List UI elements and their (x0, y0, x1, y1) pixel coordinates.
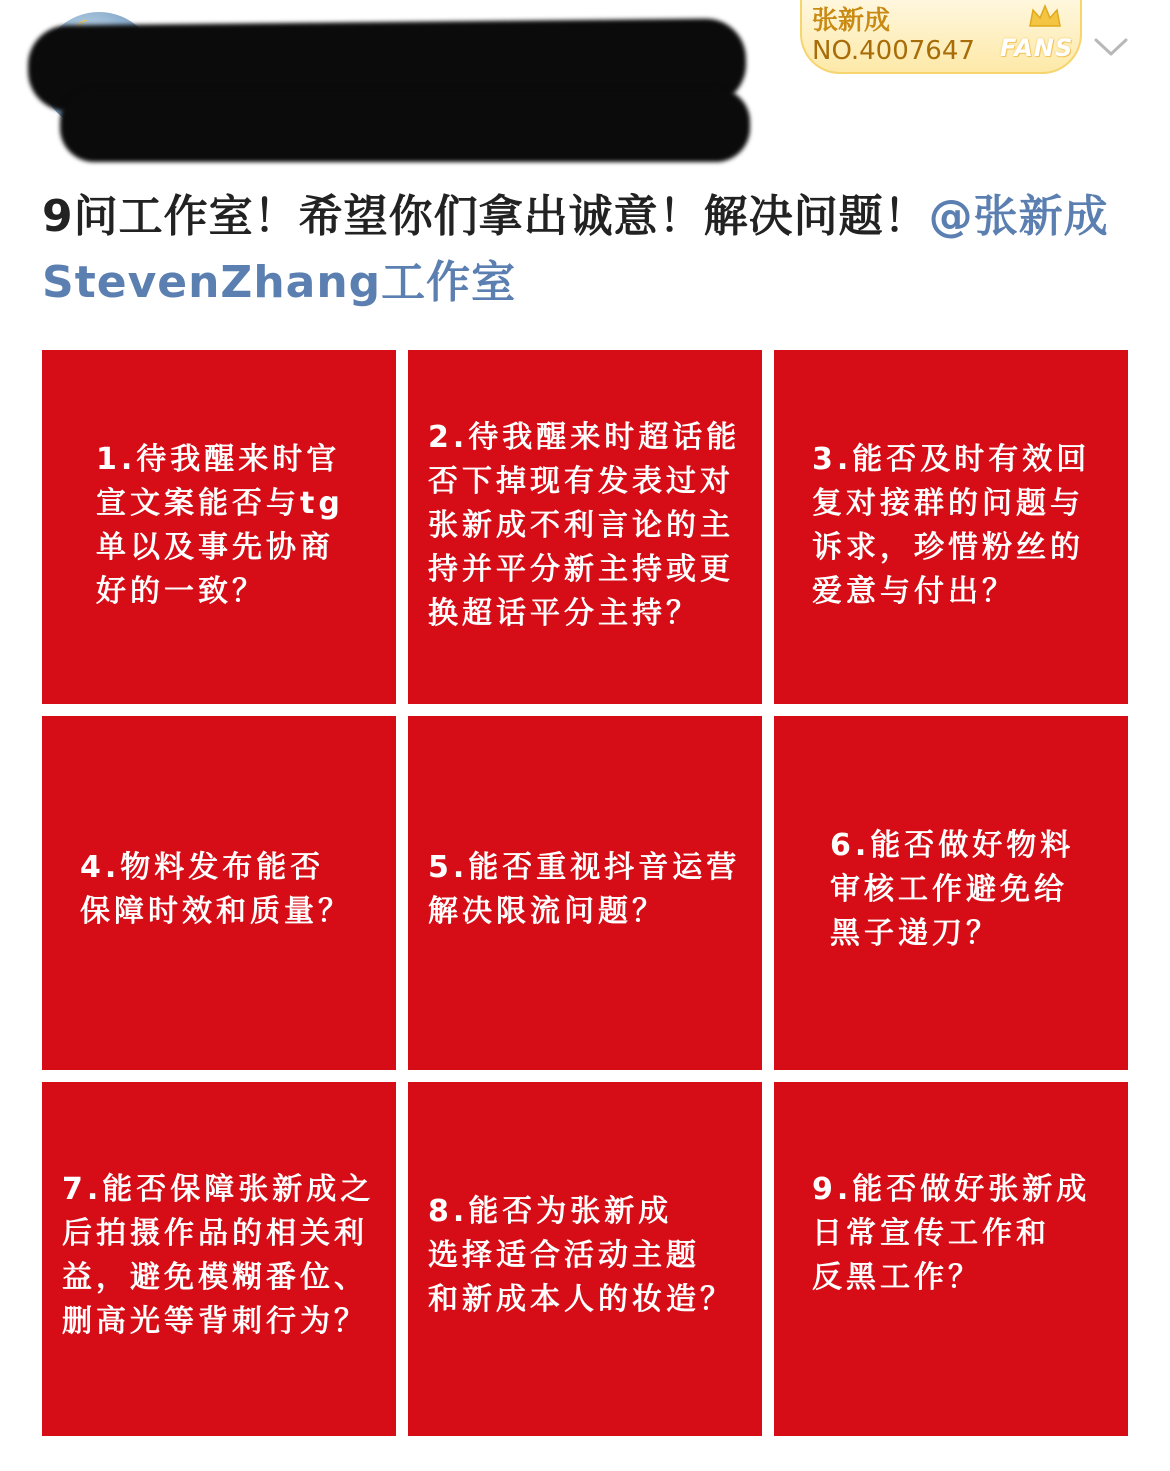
image-grid (42, 350, 1128, 1436)
fans-badge[interactable] (800, 0, 1082, 74)
grid-image-1[interactable] (42, 350, 396, 704)
grid-image-7[interactable] (42, 1082, 396, 1436)
grid-image-2[interactable] (408, 350, 762, 704)
grid-image-8[interactable] (408, 1082, 762, 1436)
fans-badge-name: 张新成 (812, 6, 891, 36)
tile-text: 7.能否保障张新成之 后拍摄作品的相关利 益，避免模糊番位、 删高光等背刺行为？ (62, 1172, 375, 1339)
tile-text: 3.能否及时有效回 复对接群的问题与 诉求，珍惜粉丝的 爱意与付出？ (812, 442, 1091, 609)
tile-text: 4.物料发布能否 保障时效和质量？ (80, 850, 352, 929)
post-header (0, 0, 1170, 160)
post-body: 9问工作室！希望你们拿出诚意！解决问题！ (42, 191, 929, 242)
redaction-mark (60, 88, 750, 162)
chevron-down-icon[interactable] (1090, 32, 1132, 62)
tile-text: 5.能否重视抖音运营 解决限流问题？ (428, 850, 741, 929)
grid-image-4[interactable] (42, 716, 396, 1070)
grid-image-5[interactable] (408, 716, 762, 1070)
fans-badge-number: NO.4007647 (812, 36, 975, 66)
tile-text: 9.能否做好张新成 日常宣传工作和 反黑工作？ (812, 1172, 1091, 1295)
grid-image-3[interactable] (774, 350, 1128, 704)
tile-text: 1.待我醒来时官 宣文案能否与tg 单以及事先协商 好的一致？ (96, 442, 344, 609)
crown-icon (1028, 4, 1062, 30)
tile-text: 6.能否做好物料 审核工作避免给 黑子递刀？ (830, 828, 1075, 951)
grid-image-9[interactable] (774, 1082, 1128, 1436)
tile-text: 2.待我醒来时超话能 否下掉现有发表过对 张新成不利言论的主 持并平分新主持或更 换超话平分主持？ (428, 420, 741, 631)
fans-word: FANS (1000, 34, 1074, 62)
tile-text: 8.能否为张新成 选择适合活动主题 和新成本人的妆造？ (428, 1194, 734, 1317)
post-text (42, 184, 1122, 316)
mention-link[interactable]: @张新成StevenZhang工作室 (42, 191, 1109, 308)
grid-image-6[interactable] (774, 716, 1128, 1070)
